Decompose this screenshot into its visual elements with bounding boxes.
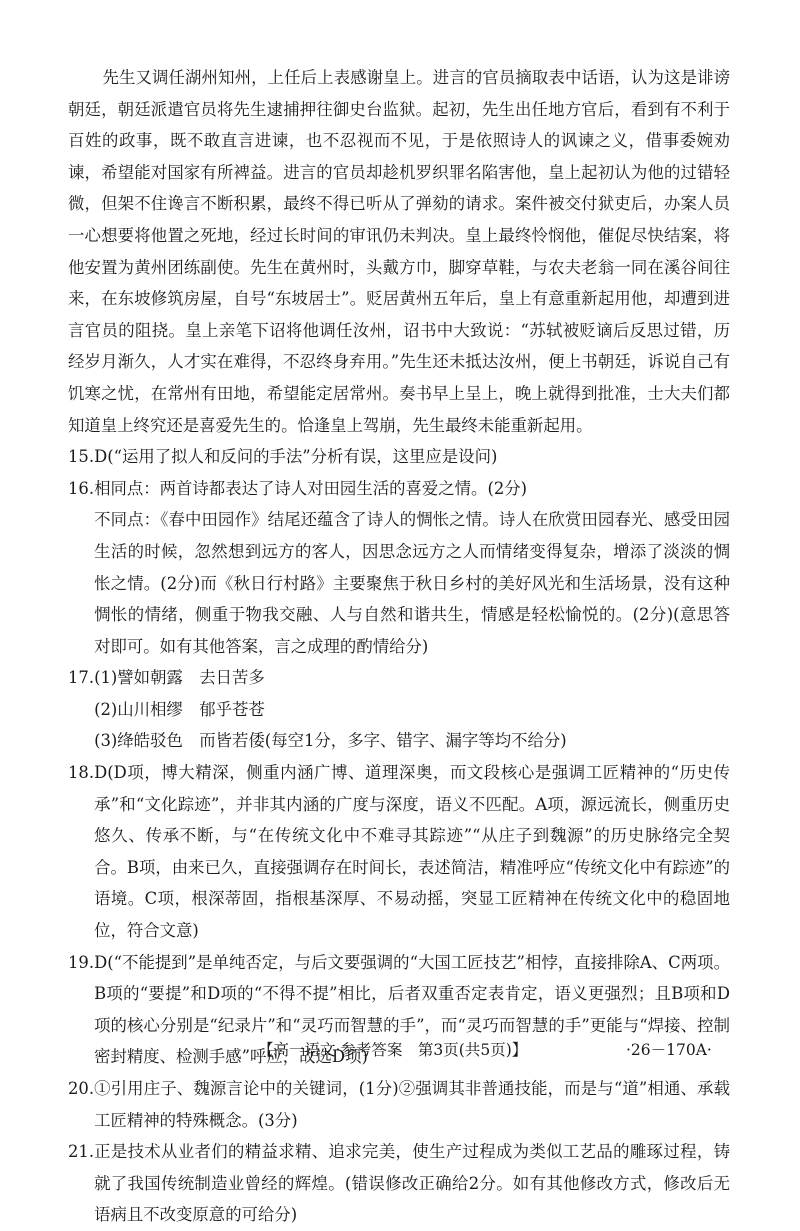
answer-text: D(“运用了拟人和反问的手法”分析有误，这里应是设问) bbox=[94, 447, 498, 467]
answer-line: (2)山川相缪 郁乎苍苍 bbox=[94, 699, 265, 719]
answer-text: 正是技术从业者们的精益求精、追求完美，使生产过程成为类似工艺品的雕琢过程，铸就了我国传统制造业曾经的辉煌。(错误修改正确给2分。如有其他修改方式，修改后无语病且不改变原意的可给分) bbox=[94, 1142, 730, 1225]
answer-item-21 bbox=[68, 1136, 730, 1231]
answer-text: D(D项，博大精深，侧重内涵广博、道理深奥，而文段核心是强调工匠精神的“历史传承”和“文化踪迹”，并非其内涵的广度与深度，语义不匹配。A项，源远流长，侧重历史悠久、传承不断，与“在传统文化中不难寻其踪迹”“从庄子到魏源”的历史脉络完全契合。B项，由来已久，直接强调存在时间长，表述简洁，精准呼应“传统文化中有踪迹”的语境。C项，根深蒂固，指根基深厚、不易动摇，突显工匠精神在传统文化中的稳固地位，符合文意) bbox=[94, 763, 730, 941]
answer-item-17 bbox=[68, 662, 730, 757]
answer-item-20 bbox=[68, 1073, 730, 1136]
question-number: 15. bbox=[68, 447, 95, 467]
footer-page-info: 【高一语文·参考答案 第3页(共5页)】 bbox=[258, 1041, 528, 1059]
question-number: 17. bbox=[68, 668, 95, 688]
answer-continuation: 不同点：《春中田园作》结尾还蕴含了诗人的惆怅之情。诗人在欣赏田园春光、感受田园生活的时候，忽然想到远方的客人，因思念远方之人而情绪变得复杂，增添了淡淡的惆怅之情。(2分)而《秋日行村路》主要聚焦于秋日乡村的美好风光和生活场景，没有这种惆怅的情绪，侧重于物我交融、人与自然和谐共生，情感是轻松愉悦的。(2分)(意思答对即可。如有其他答案，言之成理的酌情给分) bbox=[94, 510, 730, 656]
answer-item-16 bbox=[68, 473, 730, 663]
question-number: 21. bbox=[68, 1142, 95, 1162]
question-number: 20. bbox=[68, 1079, 95, 1098]
page-footer bbox=[0, 1038, 800, 1068]
question-number: 19. bbox=[68, 952, 95, 972]
answer-item-18 bbox=[68, 757, 730, 947]
answer-text: ①引用庄子、魏源言论中的关键词，(1分)②强调其非普通技能，而是与“道”相通、承载工匠精神的特殊概念。(3分) bbox=[94, 1079, 730, 1130]
question-number: 16. bbox=[68, 478, 95, 498]
answer-line: (1)譬如朝露 去日苦多 bbox=[94, 668, 265, 688]
answer-line: (3)绛皓驳色 而皆若倭(每空1分，多字、错字、漏字等均不给分) bbox=[94, 731, 567, 751]
footer-exam-code: ·26－170A· bbox=[626, 1041, 712, 1059]
answer-text: 相同点：两首诗都表达了诗人对田园生活的喜爱之情。(2分) bbox=[94, 478, 528, 498]
translation-paragraph: 先生又调任湖州知州，上任后上表感谢皇上。进言的官员摘取表中话语，认为这是诽谤朝廷，朝廷派遣官员将先生逮捕押往御史台监狱。起初，先生出任地方官后，看到有不利于百姓的政事，既不敢直言进谏，也不忍视而不见，于是依照诗人的讽谏之义，借事委婉劝谏，希望能对国家有所裨益。进言的官员却趁机罗织罪名陷害他，皇上起初认为他的过错轻微，但架不住谗言不断积累，最终不得已听从了弹劾的请求。案件被交付狱吏后，办案人员一心想要将他置之死地，经过长时间的审讯仍未判决。皇上最终怜悯他，催促尽快结案，将他安置为黄州团练副使。先生在黄州时，头戴方巾，脚穿草鞋，与农夫老翁一同在溪谷间往来，在东坡修筑房屋，自号“东坡居士”。贬居黄州五年后，皇上有意重新起用他，却遭到进言官员的阻挠。皇上亲笔下诏将他调任汝州，诏书中大致说：“苏轼被贬谪后反思过错，历经岁月渐久，人才实在难得，不忍终身弃用。”先生还未抵达汝州，便上书朝廷，诉说自己有饥寒之忧，在常州有田地，希望能定居常州。奏书早上呈上，晚上就得到批准，士大夫们都知道皇上终究还是喜爱先生的。恰逢皇上驾崩，先生最终未能重新起用。 bbox=[68, 68, 730, 435]
answer-item-15 bbox=[68, 441, 730, 473]
answer-text: D(“不能提到”是单纯否定，与后文要强调的“大国工匠技艺”相悖，直接排除A、C两项。B项的“要提”和D项的“不得不提”相比，后者双重否定表肯定，语义更强烈；且B项和D项的核心分别是“纪录片”和“灵巧而智慧的手”，而“灵巧而智慧的手”更能与“焊接、控制密封精度、检测手感”呼应，故选D项) bbox=[94, 952, 730, 1067]
question-number: 18. bbox=[68, 763, 95, 783]
